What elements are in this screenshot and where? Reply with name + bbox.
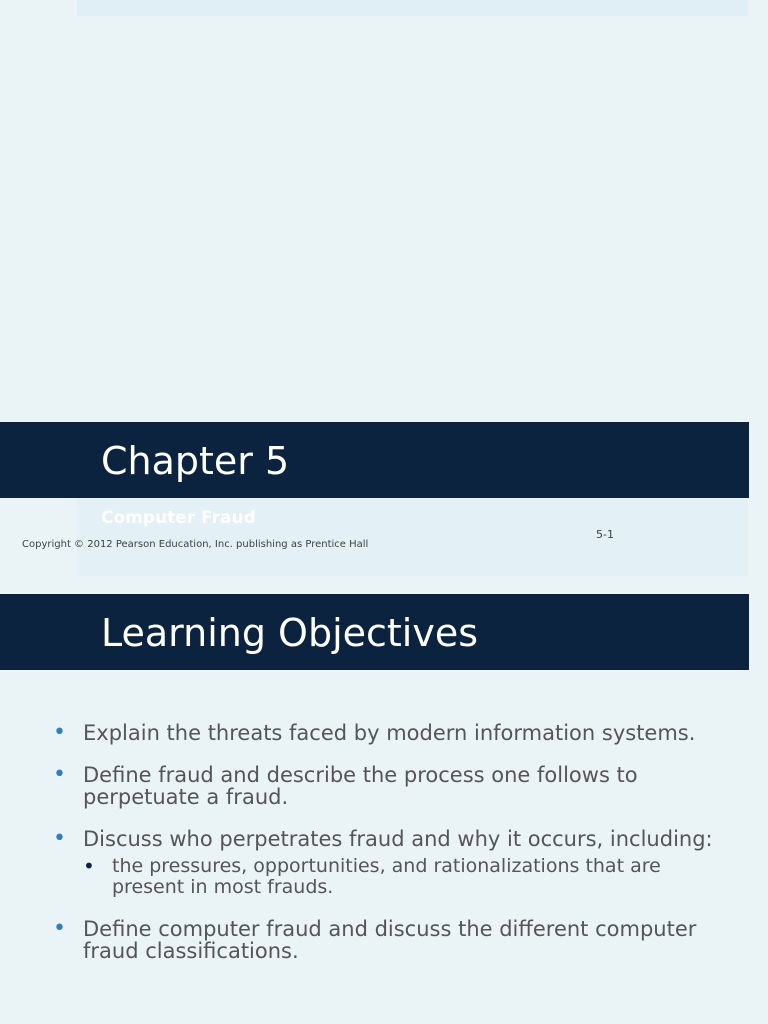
slide-panel-top bbox=[77, 0, 748, 16]
page-number: 5-1 bbox=[596, 528, 614, 541]
bullet-icon: • bbox=[53, 720, 66, 745]
copyright-notice: Copyright © 2012 Pearson Education, Inc. publishing as Prentice Hall bbox=[22, 539, 369, 550]
chapter-subtitle: Computer Fraud bbox=[101, 508, 256, 528]
objective-text: Explain the threats faced by modern information systems. bbox=[83, 721, 696, 745]
sub-objective-item bbox=[83, 856, 733, 898]
bullet-icon: • bbox=[53, 916, 66, 941]
sub-bullet-icon: • bbox=[83, 854, 95, 878]
bullet-icon: • bbox=[53, 826, 66, 851]
chapter-title: Chapter 5 bbox=[101, 439, 290, 483]
bullet-icon: • bbox=[53, 762, 66, 787]
objective-item bbox=[53, 722, 733, 744]
objective-text: Define computer fraud and discuss the different computer fraud classifications. bbox=[83, 917, 697, 963]
objectives-list bbox=[53, 722, 733, 982]
objective-item bbox=[53, 764, 733, 808]
sub-objective-text: the pressures, opportunities, and rationalizations that are present in most frauds. bbox=[112, 855, 661, 898]
objectives-title: Learning Objectives bbox=[101, 611, 479, 655]
sub-objectives-list bbox=[83, 856, 733, 898]
objective-text: Discuss who perpetrates fraud and why it occurs, including: bbox=[83, 827, 713, 851]
objective-item bbox=[53, 828, 733, 898]
objective-text: Define fraud and describe the process one follows to perpetuate a fraud. bbox=[83, 763, 638, 809]
objective-item bbox=[53, 918, 733, 962]
